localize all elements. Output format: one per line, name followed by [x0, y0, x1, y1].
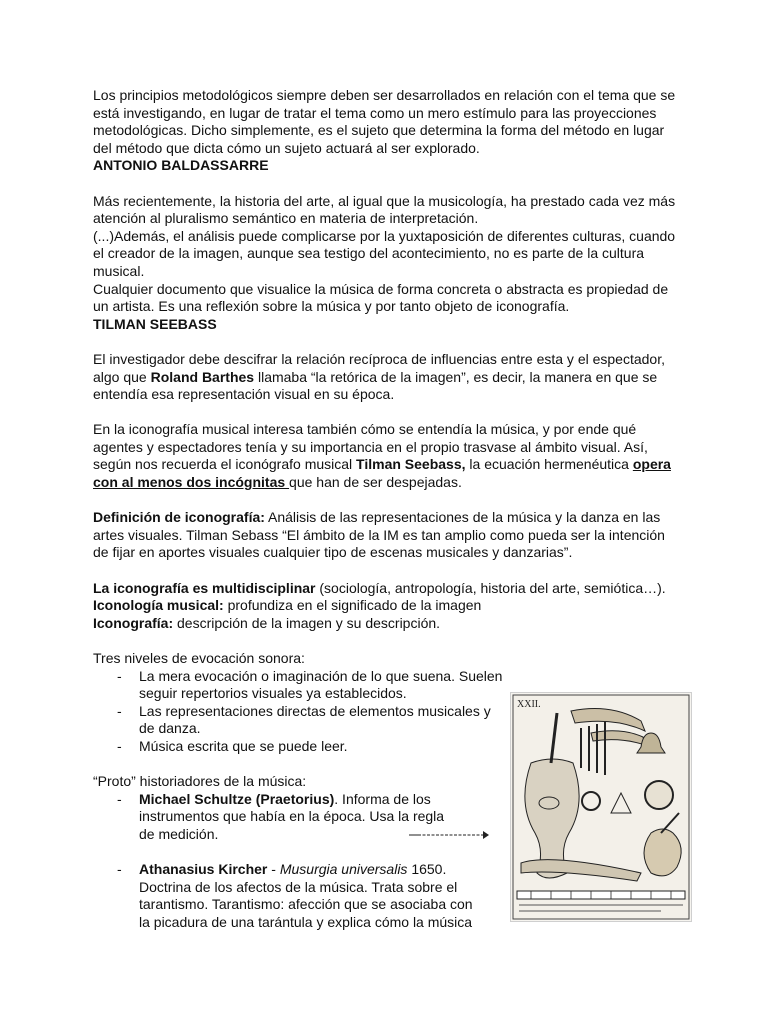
paragraph-cultures: (...)Además, el análisis puede complicarse por la yuxtaposición de diferentes culturas, cuando el creador de la imagen, aunque sea testigo del acontecimiento, no es parte de la cultura musical.	[93, 227, 676, 279]
paragraph-semantic-pluralism: Más recientemente, la historia del arte, al igual que la musicología, ha prestado cada vez más atención al pluralismo semántico en materia de interpretación.	[93, 192, 676, 227]
list-item: - Athanasius Kircher - Musurgia universalis 1650. Doctrina de los afectos de la música. Trata sobre el tarantismo. Tarantismo: afección que se asociaba con la picadura de una tarántula y explica cómo la música	[93, 861, 473, 931]
paragraph-iconology: Iconología musical: profundiza en el significado de la imagen	[93, 597, 482, 614]
proto-list	[93, 791, 463, 844]
paragraph-hermeneutic: En la iconografía musical interesa también cómo se entendía la música, y por ende qué agentes y espectadores tenía y su importancia en el propio trasvase al ámbito visual. Así, según nos recuerda el iconógrafo musical Tilman Seebass, la ecuación hermenéutica opera con al menos dos incógnitas que han de ser despejadas.	[93, 421, 671, 491]
proto-heading: “Proto” historiadores de la música:	[93, 773, 307, 790]
instruments-illustration	[511, 693, 691, 921]
paragraph-definition: Definición de iconografía: Análisis de las representaciones de la música y la danza en las artes visuales. Tilman Sebass “El ámbito de la IM es tan amplio como pueda ser la intención de fijar en aportes visuales cualquier tipo de escenas musicales y danzarias”.	[93, 509, 665, 561]
list-item: - La mera evocación o imaginación de lo que suena. Suelen seguir repertorios visuales ya establecidos.	[93, 668, 503, 703]
list-item: - Las representaciones directas de elementos musicales y de danza.	[93, 703, 503, 738]
instruments-engraving	[510, 692, 692, 922]
svg-text:XXII.: XXII.	[517, 699, 541, 710]
paragraph-barthes: El investigador debe descifrar la relación recíproca de influencias entre esta y el espectador, algo que Roland Barthes llamaba “la retórica de la imagen”, es decir, la manera en que se entendía esa representación visual en su época.	[93, 350, 665, 403]
author-baldassarre: ANTONIO BALDASSARRE	[93, 157, 269, 174]
paragraph-document-artist: Cualquier documento que visualice la música de forma concreta o abstracta es propiedad de un artista. Es una reflexión sobre la música y por tanto objeto de iconografía.	[93, 280, 669, 315]
list-item: - Michael Schultze (Praetorius). Informa de los instrumentos que había en la época. Usa la regla de medición.	[93, 791, 463, 844]
list-item: - Música escrita que se puede leer.	[93, 738, 503, 756]
paragraph-methodology: Los principios metodológicos siempre deben ser desarrollados en relación con el tema que se está investigando, en lugar de tratar el tema como un mero estímulo para las proyecciones metodológicas. Dicho simplemente, es el sujeto que determina la forma del método en lugar del método que dicta cómo un sujeto actuará al ser explorado.	[93, 87, 676, 156]
arrow-icon	[409, 826, 489, 843]
author-seebass: TILMAN SEEBASS	[93, 315, 217, 332]
proto-list-2	[93, 861, 473, 931]
levels-list	[93, 668, 503, 756]
underlined-phrase: opera con al menos dos incógnitas	[93, 456, 671, 491]
paragraph-iconography: Iconografía: descripción de la imagen y su descripción.	[93, 614, 441, 631]
levels-heading: Tres niveles de evocación sonora:	[93, 650, 305, 666]
paragraph-multidisciplinary: La iconografía es multidisciplinar (sociología, antropología, historia del arte, semiótica…).	[93, 579, 666, 596]
